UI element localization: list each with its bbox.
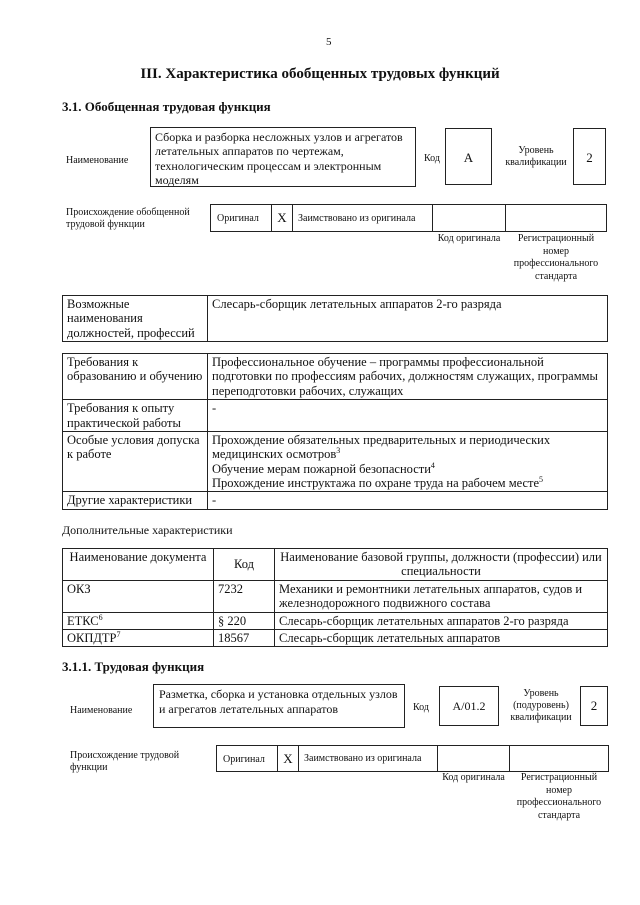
footnote-4: 4 [430,460,435,470]
table-row [63,612,608,629]
gtf-borrowed-label: Заимствовано из оригинала [298,213,416,224]
additional-title: Дополнительные характеристики [62,523,233,537]
gtf-code-value: A [445,128,492,185]
header-name: Наименование базовой группы, должности (профессии) или специальности [275,549,608,581]
footnote-7: 7 [116,629,121,639]
row-name: Слесарь-сборщик летательных аппаратов [275,629,608,646]
footnote-5: 5 [539,474,544,484]
special-1: Прохождение обязательных предварительных и периодических медицинских осмотров [212,432,551,462]
possible-names-table [62,295,608,342]
gtf-name-value: Сборка и разборка несложных узлов и агрегатов летательных аппаратов по чертежам, технологическим процессам и электронным моделям [150,127,416,187]
footnote-6: 6 [98,612,103,622]
gtf-origin-label: Происхождение обобщенной трудовой функции [66,207,190,230]
header-code: Код [214,549,275,581]
gtf-original-cell [210,204,272,232]
additional-header-row [63,549,608,581]
row-code: 18567 [214,629,275,646]
tf-original-label: Оригинал [223,754,265,765]
tf-name-label: Наименование [70,705,133,716]
possible-names-value: Слесарь-сборщик летательных аппаратов 2-го разряда [208,296,608,342]
tf-name-value: Разметка, сборка и установка отдельных узлов и агрегатов летательных аппаратов [153,684,405,728]
tf-original-mark: X [277,745,299,772]
row-name: Механики и ремонтники летательных аппаратов, судов и железнодорожного подвижного состава [275,580,608,612]
page-number: 5 [326,36,332,48]
tf-code-value: A/01.2 [439,686,499,726]
gtf-reg-num-cell [505,204,607,232]
experience-label: Требования к опыту практической работы [63,400,208,432]
gtf-heading: 3.1. Обобщенная трудовая функция [62,99,271,114]
section-title: III. Характеристика обобщенных трудовых функций [140,66,500,82]
tf-borrowed-cell [298,745,438,772]
special-3: Прохождение инструктажа по охране труда на рабочем месте [212,476,540,490]
row-doc [63,612,214,629]
gtf-level-value: 2 [573,128,606,185]
requirements-table [62,353,608,510]
row-doc [63,580,214,612]
tf-code-orig-label: Код оригинала [442,772,505,783]
gtf-code-label: Код [424,153,440,164]
special-value [208,431,608,492]
table-row [63,580,608,612]
row-code: 7232 [214,580,275,612]
tf-code-orig-cell [437,745,510,772]
gtf-code-orig-label: Код оригинала [437,233,501,244]
tf-reg-num-cell [509,745,609,772]
tf-level-value: 2 [580,686,608,726]
tf-level-label: Уровень (подуровень) квалификации [510,688,572,723]
gtf-borrowed-cell [292,204,433,232]
row-doc-text: ОКПДТР [67,630,117,645]
special-2: Обучение мерам пожарной безопасности [212,461,431,476]
header-doc: Наименование документа [63,549,214,581]
special-label: Особые условия допуска к работе [63,431,208,492]
other-value: - [208,492,608,509]
gtf-original-mark: X [271,204,293,232]
table-row [63,629,608,646]
tf-reg-num-label: Регистрационный номер профессионального стандарта [516,772,602,821]
row-doc-text: ОКЗ [67,581,91,596]
row-name: Слесарь-сборщик летательных аппаратов 2-го разряда [275,612,608,629]
row-code: § 220 [214,612,275,629]
footnote-3: 3 [336,446,341,456]
gtf-level-label: Уровень квалификации [505,145,567,168]
gtf-original-label: Оригинал [217,213,259,224]
possible-names-label: Возможные наименования должностей, профессий [63,296,208,342]
education-value: Профессиональное обучение – программы профессиональной подготовки по профессиям рабочих, должностям служащих, программы переподготовки рабочих, служащих [208,354,608,400]
tf-code-label: Код [413,702,429,713]
row-doc [63,629,214,646]
other-label: Другие характеристики [63,492,208,509]
tf-origin-label: Происхождение трудовой функции [70,750,180,773]
row-doc-text: ЕТКС [67,613,99,628]
tf-borrowed-label: Заимствовано из оригинала [304,753,422,764]
tf-heading: 3.1.1. Трудовая функция [62,659,205,674]
gtf-name-label: Наименование [66,155,129,166]
additional-table [62,548,608,647]
gtf-reg-num-label: Регистрационный номер профессионального стандарта [513,233,599,282]
education-label: Требования к образованию и обучению [63,354,208,400]
gtf-code-orig-cell [432,204,506,232]
experience-value: - [208,400,608,432]
tf-original-cell [216,745,278,772]
